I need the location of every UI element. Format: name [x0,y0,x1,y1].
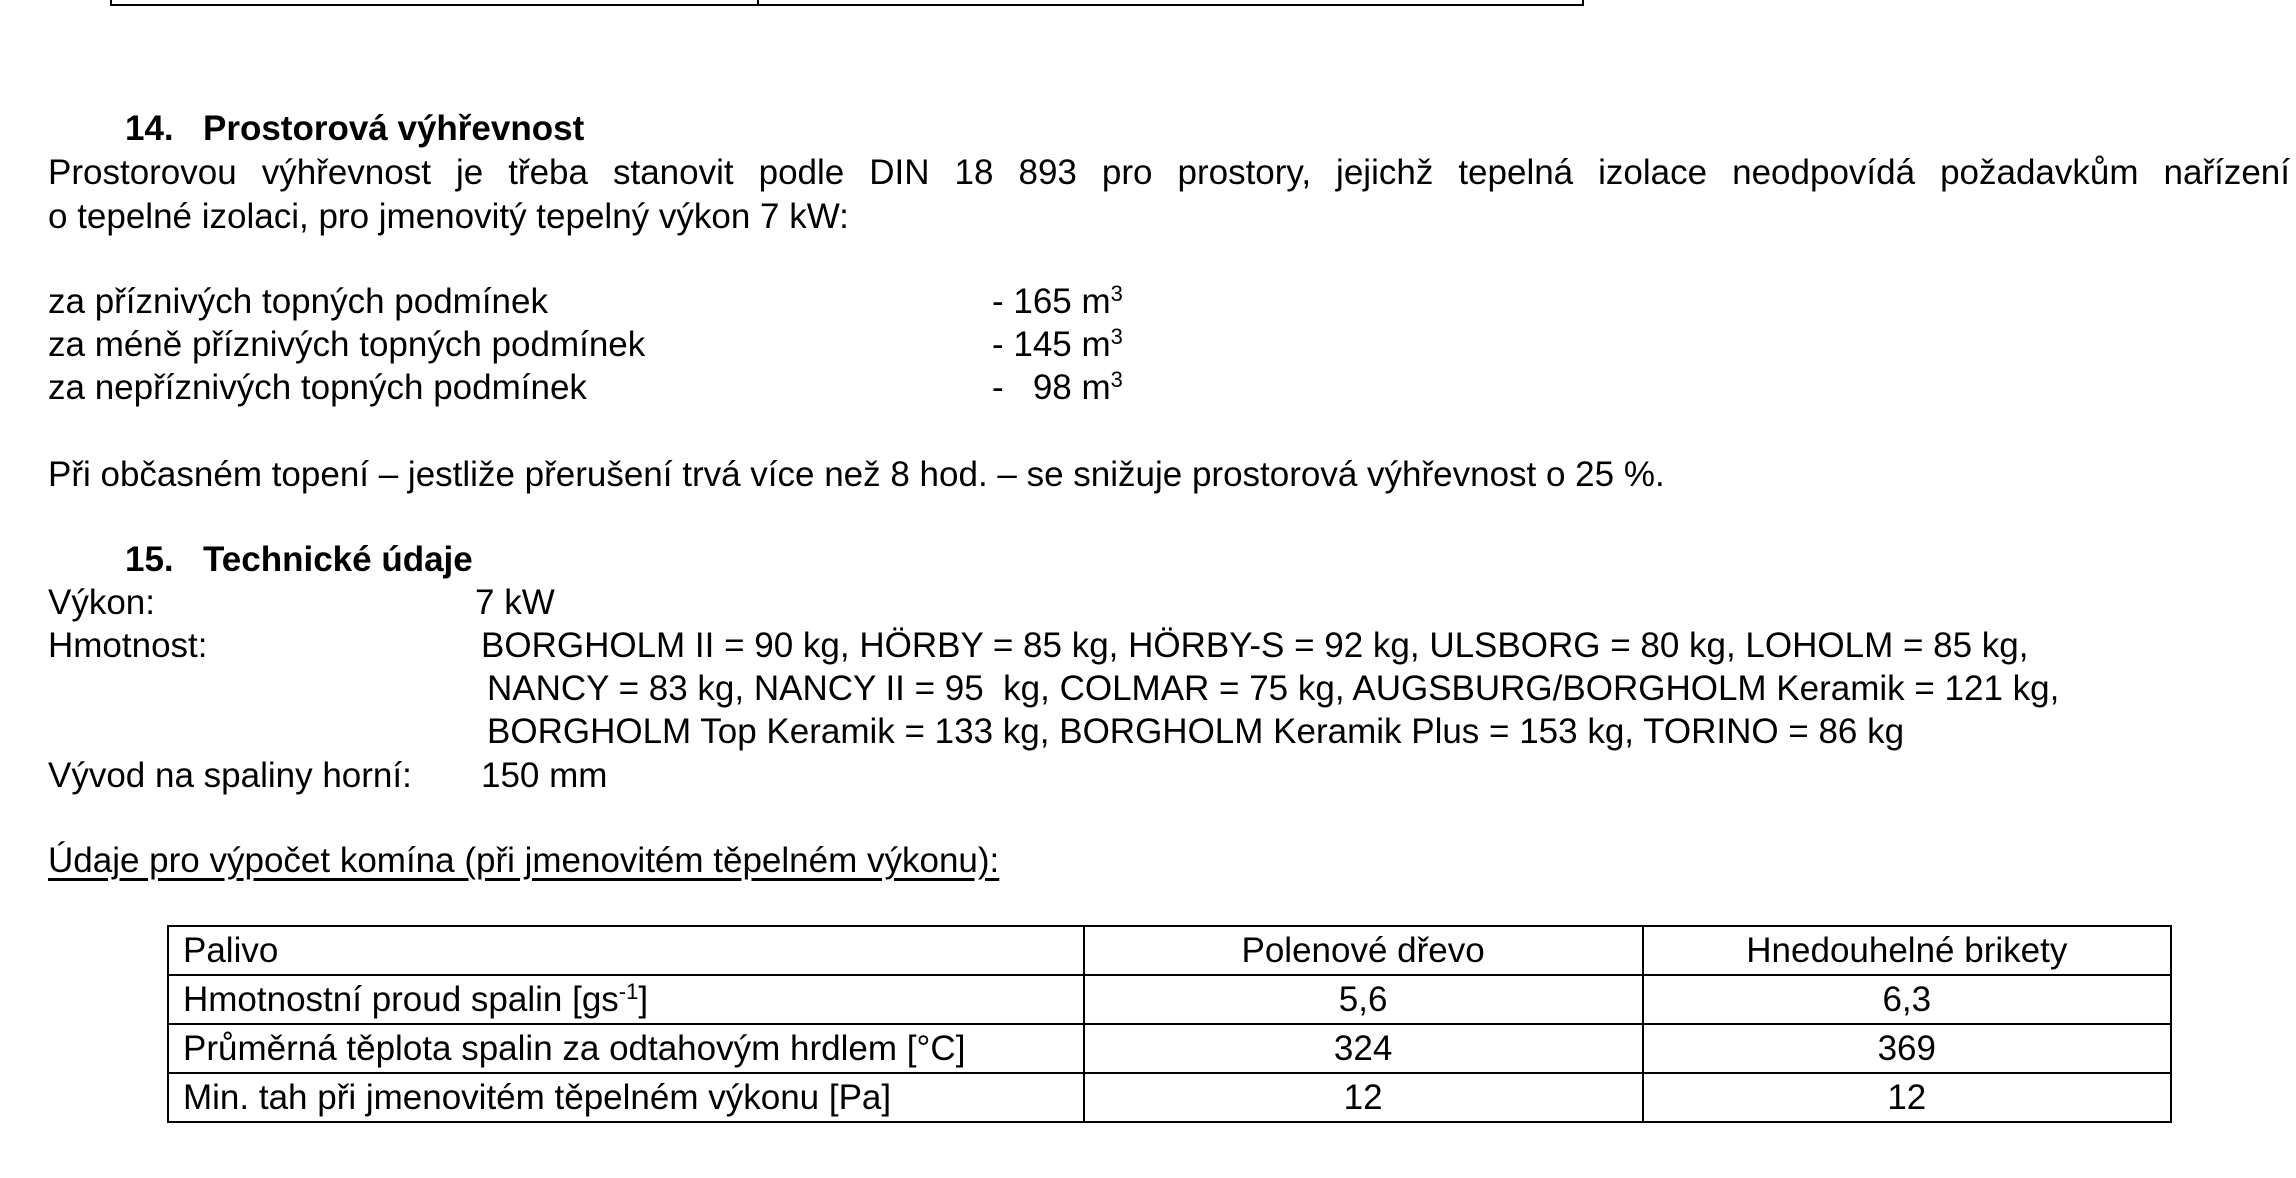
table-cell-briquettes: 12 [1643,1073,2171,1122]
power-label: Výkon: [48,583,155,622]
condition-value: - 145 $m^3$ [992,324,1123,364]
section-14-number: 14. [125,109,174,148]
table-row-label: Průměrná těplota spalin za odtahovým hrdlem [°C] [168,1024,1084,1073]
table-header-cell: Palivo [168,926,1084,975]
weight-line-1: BORGHOLM II = 90 kg, HÖRBY = 85 kg, HÖRBY-S = 92 kg, ULSBORG = 80 kg, LOHOLM = 85 kg, [481,626,2029,665]
weight-line-2: NANCY = 83 kg, NANCY II = 95 kg, COLMAR = 75 kg, AUGSBURG/BORGHOLM Keramik = 121 kg, [487,669,2060,708]
condition-value: - 165 $m^3$ [992,281,1123,321]
section-15-title: Technické údaje [203,540,473,579]
table-row [168,1073,2171,1122]
section-15-heading [125,538,473,582]
condition-label: za nepříznivých topných podmínek [48,368,587,407]
table-row-label: Hmotnostní proud spalin $[gs^{-1}]$ [168,975,1084,1024]
table-row [168,975,2171,1024]
section-15-number: 15. [125,540,174,579]
previous-table-divider [757,0,759,4]
chimney-data-table [167,925,2172,1123]
section-14-title: Prostorová výhřevnost [203,109,585,148]
flue-outlet-label: Vývod na spaliny horní: [48,756,412,795]
table-header-cell: Hnedouhelné brikety [1643,926,2171,975]
weight-label: Hmotnost: [48,626,208,665]
table-cell-wood: 5,6 [1084,975,1643,1024]
table-cell-briquettes: 369 [1643,1024,2171,1073]
section-14-heading [125,107,584,151]
table-cell-wood: 12 [1084,1073,1643,1122]
chimney-calc-heading: Údaje pro výpočet komína (při jmenovitém těpelném výkonu): [48,841,1000,880]
table-row-label: Min. tah při jmenovitém těpelném výkonu [Pa] [168,1073,1084,1122]
previous-table-remnant [110,0,1584,6]
section-14-paragraph-line-1: Prostorovou výhřevnost je třeba stanovit podle DIN 18 893 pro prostory, jejichž tepelná izolace neodpovídá požadavkům nařízení [48,153,2290,192]
table-cell-wood: 324 [1084,1024,1643,1073]
section-14-paragraph-line-2: o tepelné izolaci, pro jmenovitý tepelný výkon 7 kW: [48,197,849,236]
condition-value: - 98 $m^3$ [992,367,1123,407]
intermittent-heating-note: Při občasném topení – jestliže přerušení trvá více než 8 hod. – se snižuje prostorová výhřevnost o 25 %. [48,455,1665,494]
weight-line-3: BORGHOLM Top Keramik = 133 kg, BORGHOLM Keramik Plus = 153 kg, TORINO = 86 kg [487,712,1905,751]
table-cell-briquettes: 6,3 [1643,975,2171,1024]
condition-label: za příznivých topných podmínek [48,282,548,321]
flue-outlet-value: 150 mm [481,756,608,795]
table-header-cell: Polenové dřevo [1084,926,1643,975]
condition-label: za méně příznivých topných podmínek [48,325,646,364]
table-header-row [168,926,2171,975]
table-row [168,1024,2171,1073]
power-value: 7 kW [475,583,555,622]
